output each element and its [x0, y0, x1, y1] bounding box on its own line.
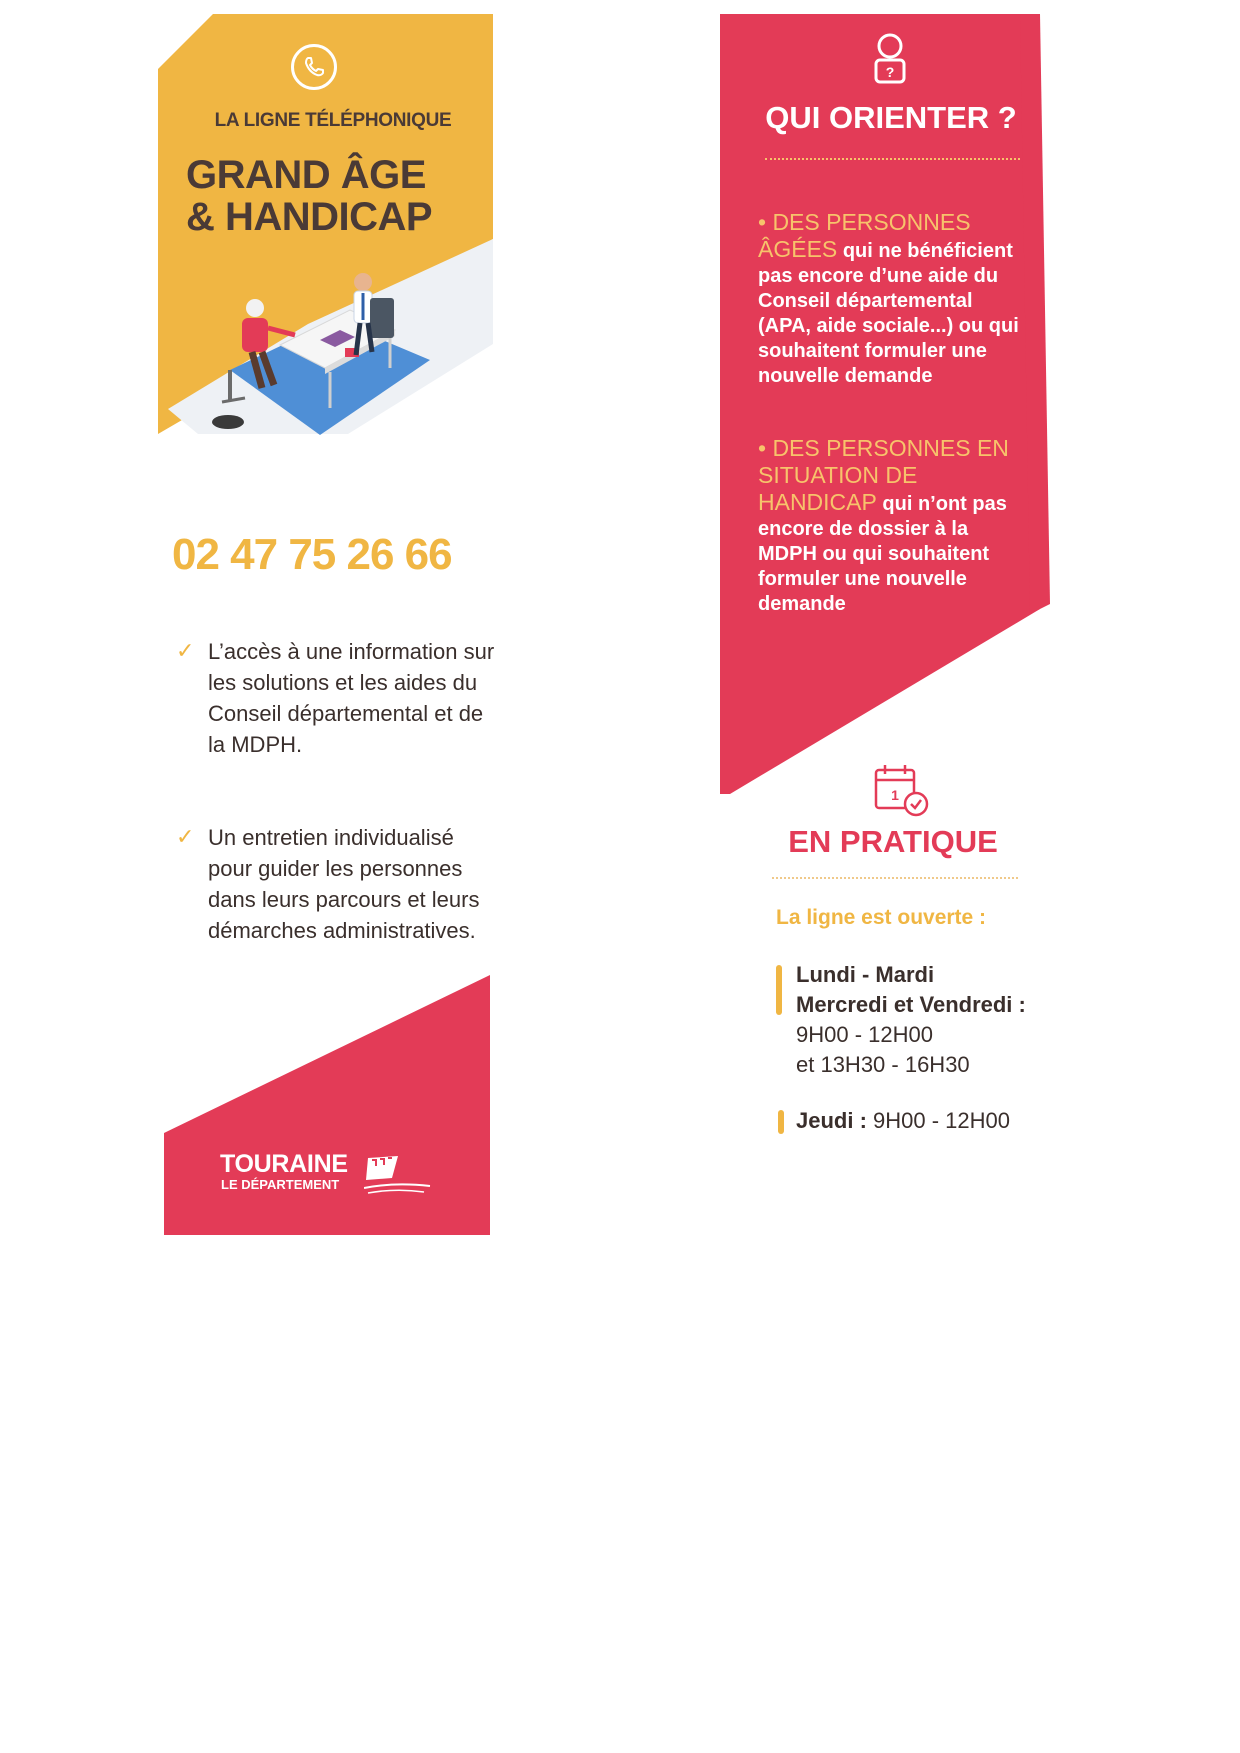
- hours-time: 9H00 - 12H00: [866, 1108, 1010, 1133]
- logo-subtitle: LE DÉPARTEMENT: [221, 1177, 340, 1192]
- svg-text:1: 1: [891, 787, 899, 803]
- hours-block-thursday: [796, 1106, 1056, 1136]
- hours-bar: [776, 965, 782, 1015]
- audience-disabled: [758, 436, 1028, 617]
- hours-days: Mercredi et Vendredi :: [796, 992, 1026, 1017]
- user-question-icon: [870, 30, 910, 86]
- calendar-clock-icon: [872, 762, 932, 818]
- left-pink-panel: [164, 975, 490, 1235]
- hours-bar: [778, 1110, 784, 1134]
- audience-elderly: [758, 210, 1028, 389]
- hours-time: et 13H30 - 16H30: [796, 1052, 970, 1077]
- divider: [772, 877, 1018, 879]
- checkmark-icon: ✓: [176, 824, 195, 849]
- touraine-castle-logo: [364, 1152, 434, 1198]
- line-label: LA LIGNE TÉLÉPHONIQUE: [214, 110, 452, 131]
- section-title-en-pratique: EN PRATIQUE: [788, 824, 998, 859]
- audience-description: qui ne bénéficient pas encore d’une aide du Conseil départemental (APA, aide sociale...) ou qui souhaitent formuler une nouvelle demande: [758, 240, 1019, 387]
- consultation-illustration: [160, 260, 490, 470]
- list-item-text: Un entretien individualisé pour guider les personnes dans leurs parcours et leurs démarches administratives.: [208, 825, 480, 943]
- title-line-2: & HANDICAP: [186, 195, 433, 239]
- svg-text:?: ?: [885, 64, 895, 80]
- checkmark-icon: ✓: [176, 638, 195, 663]
- list-item-text: L’accès à une information sur les solutions et les aides du Conseil départemental et de la MDPH.: [208, 639, 495, 757]
- divider: [765, 158, 1020, 160]
- opening-label: La ligne est ouverte :: [776, 906, 987, 929]
- hours-block-weekdays: [796, 960, 1056, 1080]
- hours-time: 9H00 - 12H00: [796, 1022, 933, 1047]
- phone-number: 02 47 75 26 66: [172, 530, 452, 579]
- page-title: [186, 154, 516, 238]
- audience-highlight: • DES PERSONNES EN SITUATION DE HANDICAP: [758, 435, 1009, 515]
- audience-highlight: • DES PERSONNES ÂGÉES: [758, 209, 971, 262]
- section-title-qui-orienter: QUI ORIENTER ?: [765, 100, 1017, 135]
- logo-name: TOURAINE: [220, 1150, 348, 1178]
- audience-description: qui n’ont pas encore de dossier à la MDPH ou qui souhaitent formuler une nouvelle demande: [758, 493, 1007, 615]
- phone-icon: [291, 44, 337, 90]
- hours-days: Jeudi :: [796, 1108, 867, 1133]
- title-line-1: GRAND ÂGE: [186, 153, 426, 197]
- hours-days: Lundi - Mardi: [796, 962, 935, 987]
